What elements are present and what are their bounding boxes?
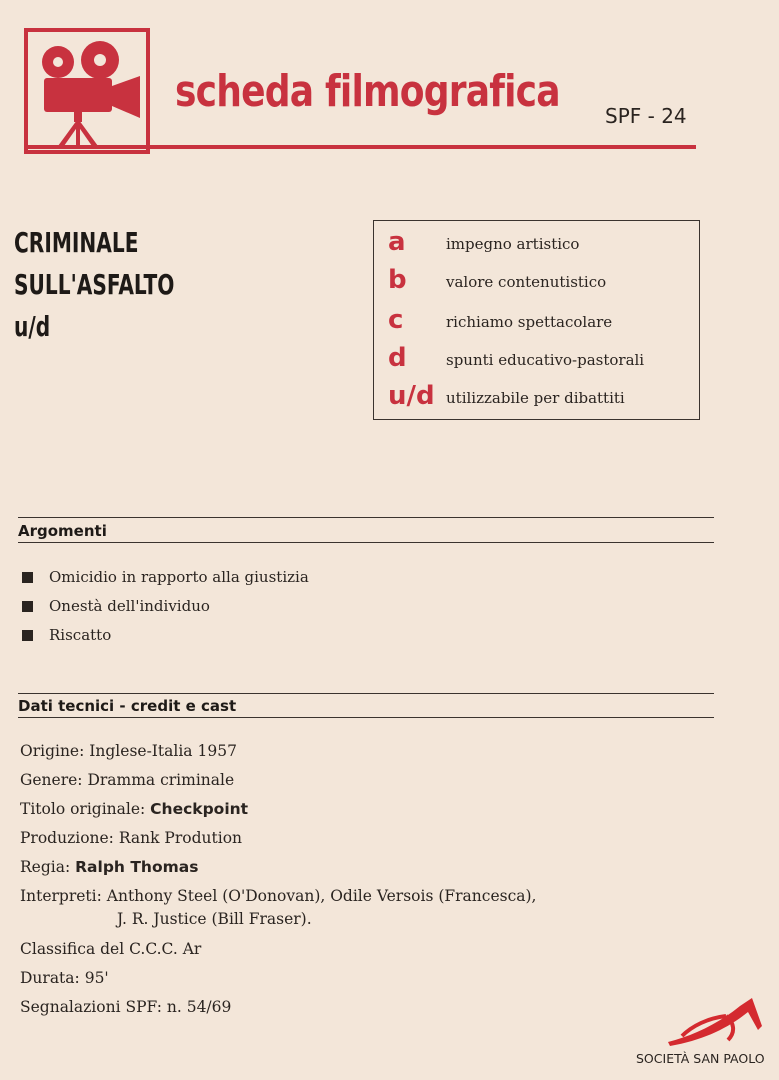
cast-label: Interpreti: <box>20 887 102 905</box>
duration-line <box>20 969 109 987</box>
list-item <box>22 597 210 615</box>
signals-line <box>20 998 231 1016</box>
director-line <box>20 858 198 876</box>
legend-text: spunti educativo-pastorali <box>446 351 645 369</box>
section-title-dati-tecnici: Dati tecnici - credit e cast <box>18 697 237 715</box>
section-divider <box>18 542 714 543</box>
sheet-code: SPF - 24 <box>605 104 687 128</box>
san-paolo-logo-icon <box>662 996 766 1050</box>
director-value: Ralph Thomas <box>75 858 199 876</box>
genre-value: Dramma criminale <box>87 771 235 789</box>
section-divider <box>18 717 714 718</box>
legend-text: valore contenutistico <box>446 273 607 291</box>
legend-text: richiamo spettacolare <box>446 313 613 331</box>
film-title-block <box>14 222 174 348</box>
list-item <box>22 626 111 644</box>
original-title-value: Checkpoint <box>150 800 249 818</box>
section-title-argomenti: Argomenti <box>18 522 107 540</box>
classification-line: Classifica del C.C.C. Ar <box>20 940 202 958</box>
origin-line <box>20 742 237 760</box>
director-label: Regia: <box>20 858 71 876</box>
duration-label: Durata: <box>20 969 80 987</box>
legend-row-ud <box>374 381 701 419</box>
cast-value: Anthony Steel (O'Donovan), Odile Versois (Francesca), <box>106 887 537 905</box>
legend-letter: u/d <box>388 381 435 411</box>
legend-row-a <box>374 227 701 265</box>
page-title: scheda filmografica <box>175 66 560 117</box>
cast-line-1 <box>20 887 536 905</box>
film-title-line-2: SULL'ASFALTO <box>14 268 175 301</box>
production-label: Produzione: <box>20 829 114 847</box>
rating-legend <box>373 220 700 420</box>
film-title-line-1: CRIMINALE <box>14 226 139 259</box>
legend-letter: a <box>388 227 406 257</box>
signals-label: Segnalazioni SPF: <box>20 998 162 1016</box>
legend-letter: b <box>388 265 407 295</box>
cast-line-2: J. R. Justice (Bill Fraser). <box>117 910 312 928</box>
original-title-line <box>20 800 248 818</box>
legend-row-b <box>374 265 701 303</box>
film-camera-logo <box>24 28 150 154</box>
bullet-square-icon <box>22 572 33 583</box>
origin-value: Inglese-Italia 1957 <box>89 742 237 760</box>
section-divider <box>18 693 714 694</box>
legend-text: impegno artistico <box>446 235 580 253</box>
publisher-logo <box>662 996 766 1050</box>
legend-row-c <box>374 305 701 343</box>
signals-value: n. 54/69 <box>166 998 232 1016</box>
film-rating: u/d <box>14 310 51 343</box>
production-value: Rank Prodution <box>118 829 243 847</box>
duration-value: 95' <box>84 969 109 987</box>
header-divider <box>24 145 696 149</box>
legend-text: utilizzabile per dibattiti <box>446 389 625 407</box>
argument-text: Onestà dell'individuo <box>49 597 210 615</box>
origin-label: Origine: <box>20 742 85 760</box>
movie-camera-icon <box>28 32 146 150</box>
legend-row-d <box>374 343 701 381</box>
original-title-label: Titolo originale: <box>20 800 146 818</box>
legend-letter: c <box>388 305 404 335</box>
list-item <box>22 568 309 586</box>
argument-text: Riscatto <box>49 626 112 644</box>
legend-letter: d <box>388 343 407 373</box>
genre-label: Genere: <box>20 771 83 789</box>
production-line <box>20 829 242 847</box>
bullet-square-icon <box>22 601 33 612</box>
argument-text: Omicidio in rapporto alla giustizia <box>49 568 309 586</box>
bullet-square-icon <box>22 630 33 641</box>
genre-line <box>20 771 234 789</box>
section-divider <box>18 517 714 518</box>
publisher-name: SOCIETÀ SAN PAOLO <box>636 1051 765 1066</box>
